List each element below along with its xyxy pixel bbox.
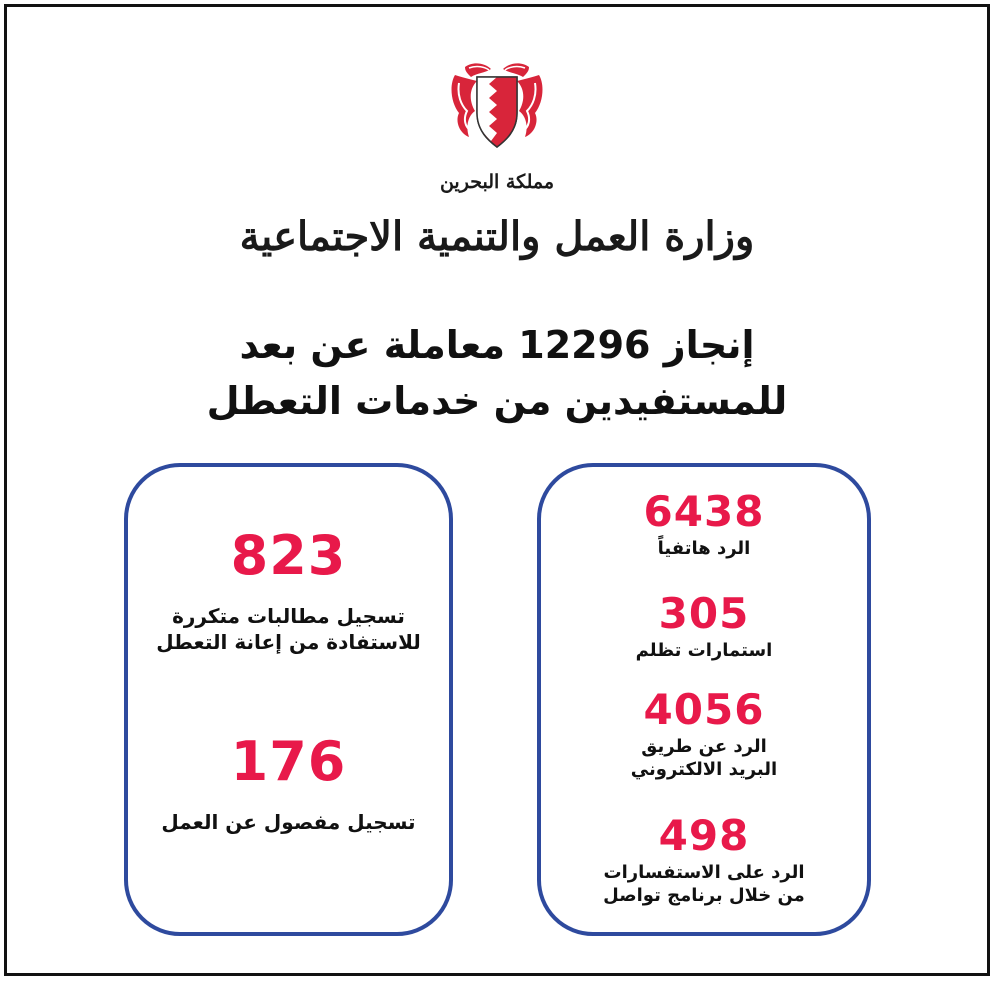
stat-repeated-claims bbox=[128, 524, 449, 655]
stat-dismissed-registration bbox=[128, 730, 449, 835]
kingdom-name: مملكة البحرين bbox=[439, 171, 555, 193]
stat-value: 176 bbox=[230, 730, 347, 793]
stat-label-line-2: البريد الالكتروني bbox=[630, 759, 778, 781]
stat-value: 6438 bbox=[643, 487, 765, 536]
headline-line-1: إنجاز 12296 معاملة عن بعد bbox=[239, 323, 755, 367]
stat-value: 823 bbox=[230, 524, 347, 587]
stat-label-line-1: الرد عن طريق bbox=[641, 736, 767, 757]
stat-label-line-2: للاستفادة من إعانة التعطل bbox=[156, 630, 421, 654]
stat-phone-replies bbox=[541, 487, 867, 560]
stat-label-line-1: الرد على الاستفسارات bbox=[603, 862, 805, 883]
stat-label-line-1: الرد هاتفياً bbox=[657, 538, 751, 559]
right-stats-box bbox=[537, 463, 871, 936]
ministry-name: وزارة العمل والتنمية الاجتماعية bbox=[239, 213, 755, 260]
bahrain-coat-of-arms-icon bbox=[447, 55, 547, 155]
stat-value: 4056 bbox=[643, 685, 765, 734]
stat-label-line-1: استمارات تظلم bbox=[635, 640, 773, 661]
stat-value: 498 bbox=[658, 811, 750, 860]
stat-label-line-2: من خلال برنامج تواصل bbox=[603, 885, 805, 907]
stat-email-replies bbox=[541, 685, 867, 782]
stat-grievance-forms bbox=[541, 589, 867, 662]
stat-label-line-1: تسجيل مفصول عن العمل bbox=[161, 810, 416, 834]
stat-tawasul-replies bbox=[541, 811, 867, 908]
left-stats-box bbox=[124, 463, 453, 936]
stat-label-line-1: تسجيل مطالبات متكررة bbox=[172, 604, 405, 628]
stat-value: 305 bbox=[658, 589, 750, 638]
infographic-frame bbox=[4, 4, 990, 976]
headline-line-2: للمستفيدين من خدمات التعطل bbox=[206, 379, 788, 423]
